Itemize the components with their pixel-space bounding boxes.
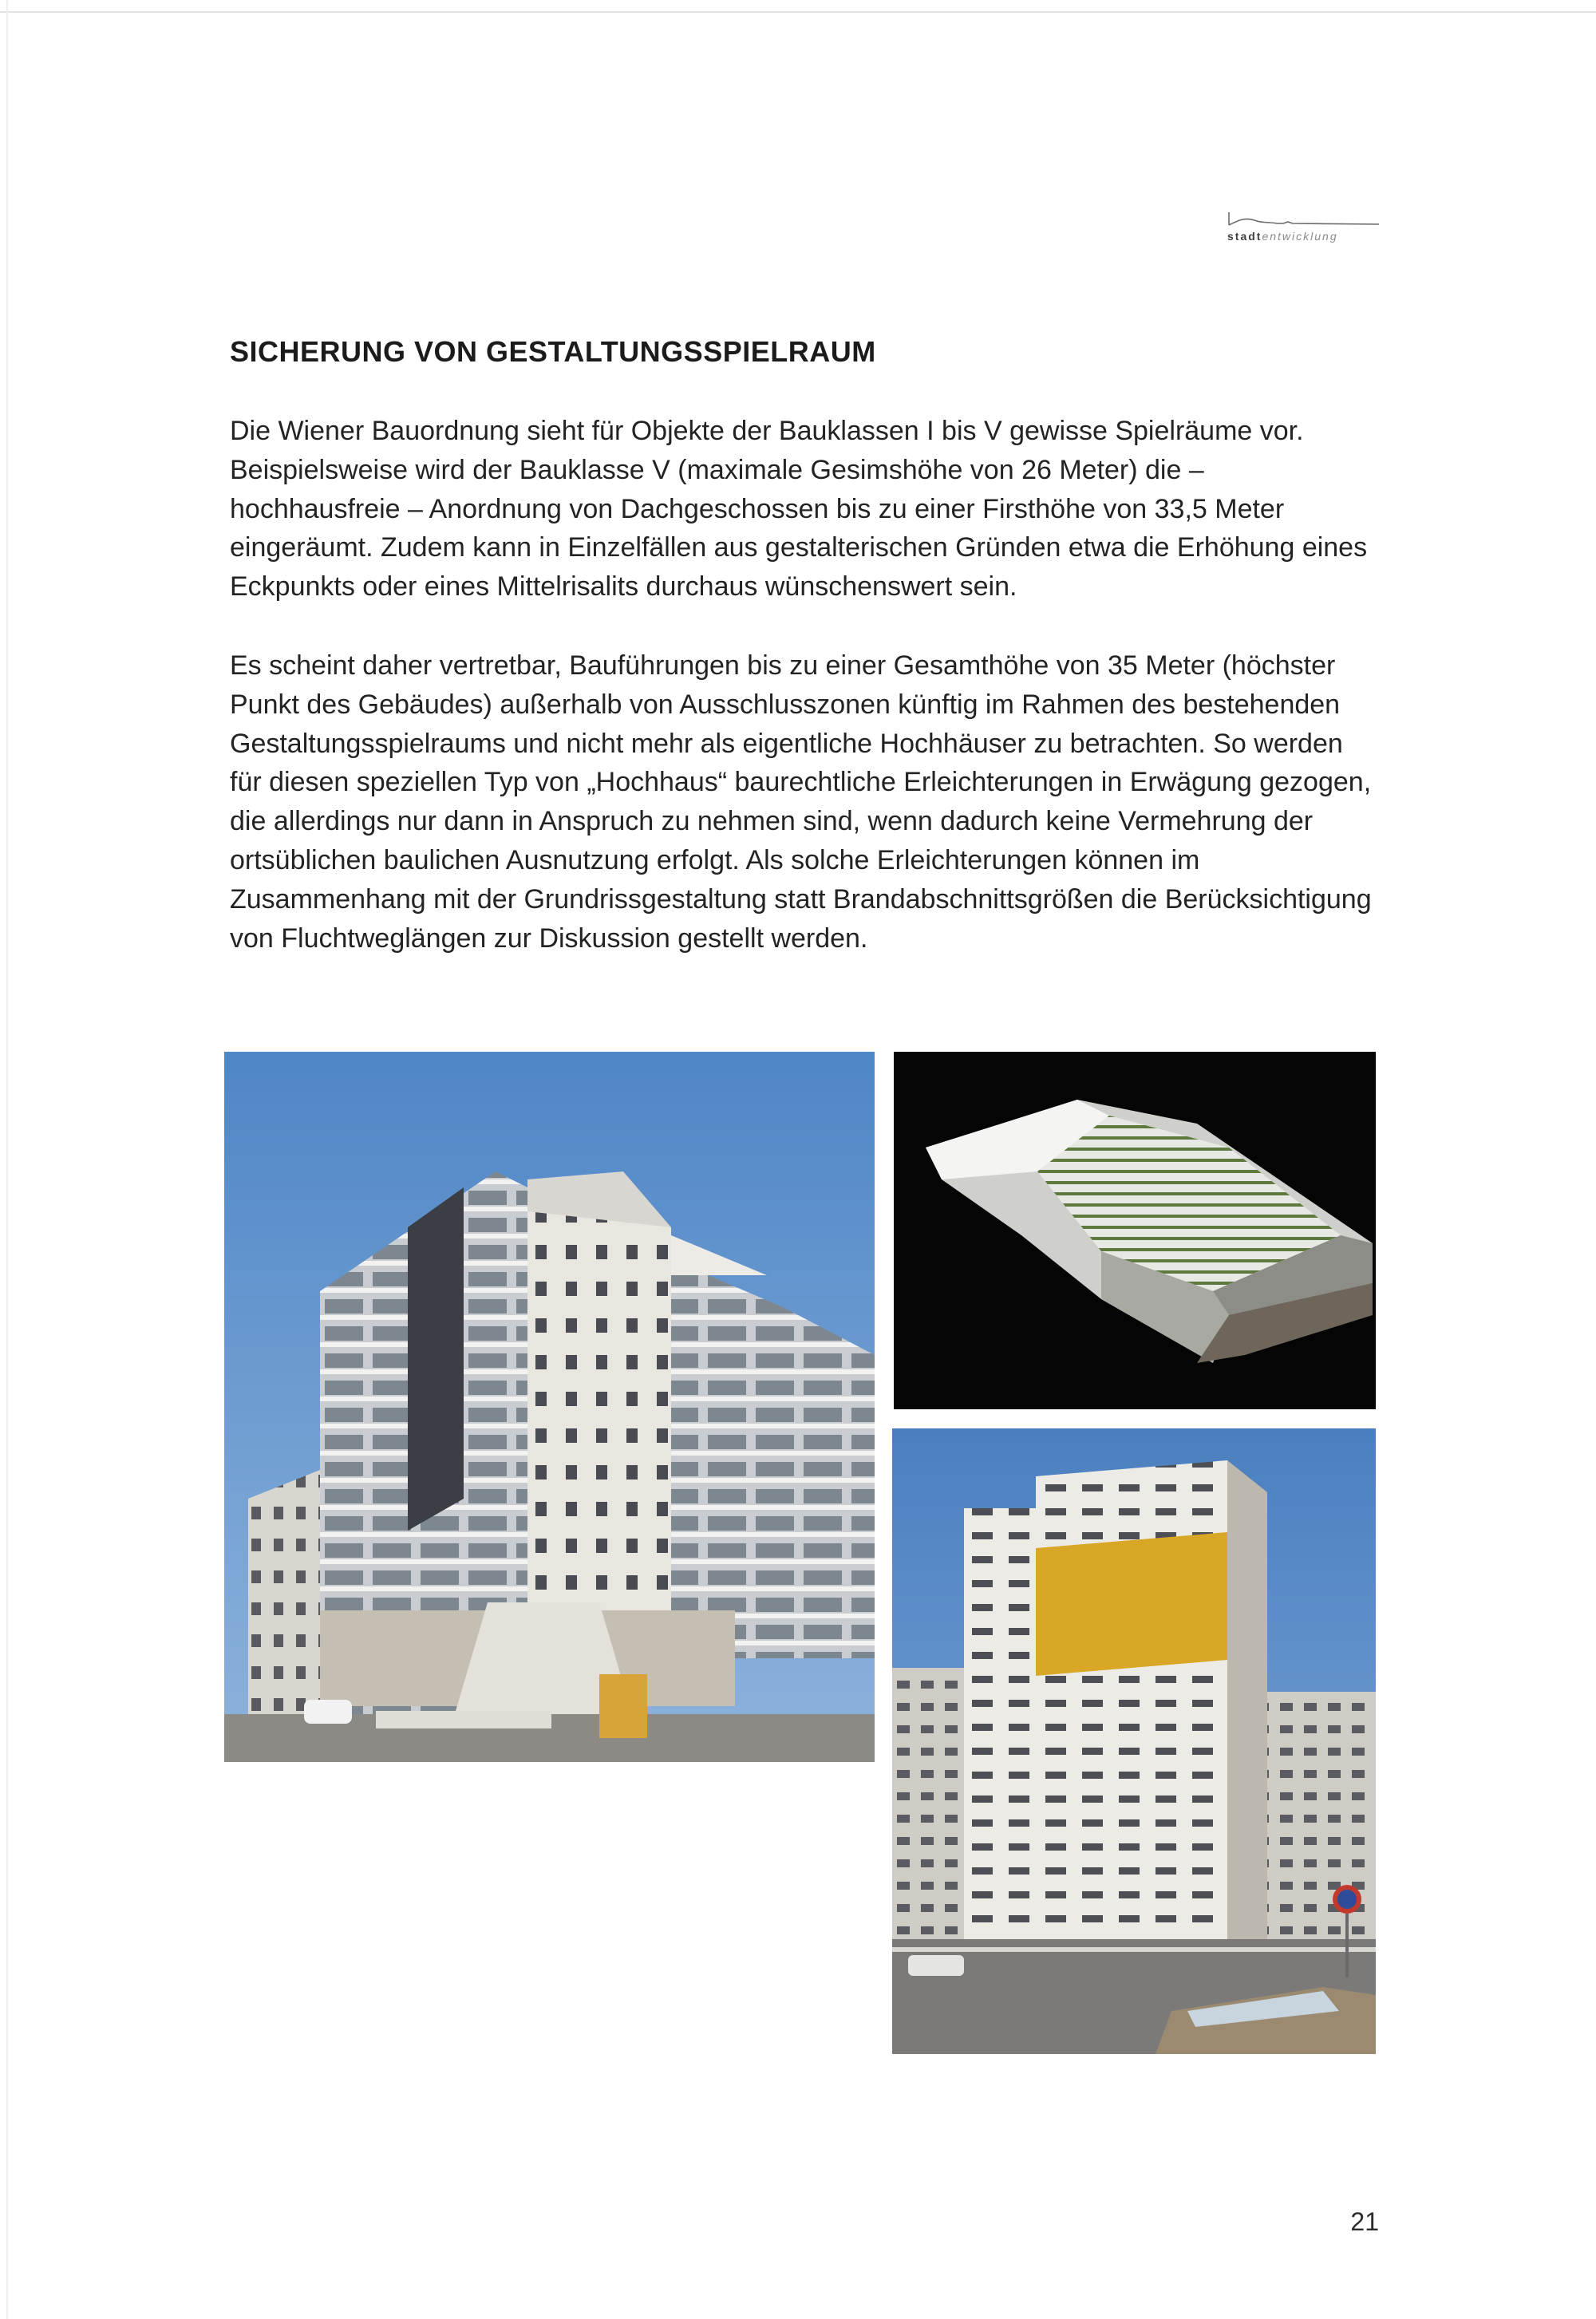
logo-wordmark-italic: entwicklung (1262, 230, 1338, 243)
logo-wordmark (1227, 230, 1338, 243)
page-number: 21 (1350, 2207, 1379, 2236)
body-paragraph-1: Die Wiener Bauordnung sieht für Objekte der Bauklassen I bis V gewisse Spielräume vor. Beispielsweise wird der Bauklasse V (maximale Gesimshöhe von 26 Meter) die – hochhausfreie – Anordnung von Dachgeschossen bis zu einer Firsthöhe von 33,5 Meter eingeräumt. Zudem kann in Einzelfällen aus gestalterischen Gründen etwa die Erhöhung eines Eckpunkts oder eines Mittelrisalits durchaus wünschenswert sein. (230, 416, 1368, 602)
scan-edge-left (6, 0, 8, 2319)
logo-wordmark-bold: stadt (1227, 230, 1262, 243)
skyline-mark-icon (1227, 209, 1379, 230)
stadtentwicklung-logo (1227, 209, 1379, 247)
scan-edge-top (0, 11, 1596, 13)
photo-tower-street-view (892, 1428, 1376, 2054)
section-heading: SICHERUNG VON GESTALTUNGSSPIELRAUM (230, 335, 876, 368)
photo-architectural-model (894, 1052, 1376, 1409)
body-paragraph-2: Es scheint daher vertretbar, Bauführungen bis zu einer Gesamthöhe von 35 Meter (höchster Punkt des Gebäudes) außerhalb von Ausschlusszonen künftig im Rahmen des bestehenden Gestaltungsspielraums und nicht mehr als eigentliche Hochhäuser zu betrachten. So werden für diesen speziellen Typ von „Hochhaus“ baurechtliche Erleichterungen in Erwägung gezogen, die allerdings nur dann in Anspruch zu nehmen sind, wenn dadurch keine Vermehrung der ortsüblichen baulichen Ausnutzung erfolgt. Als solche Erleichterungen können im Zusammenhang mit der Grundrissgestaltung statt Brandabschnittsgrößen die Berücksichtigung von Fluchtweglängen zur Diskussion gestellt werden. (230, 650, 1372, 954)
photo-terraced-residential-building (224, 1052, 875, 1762)
